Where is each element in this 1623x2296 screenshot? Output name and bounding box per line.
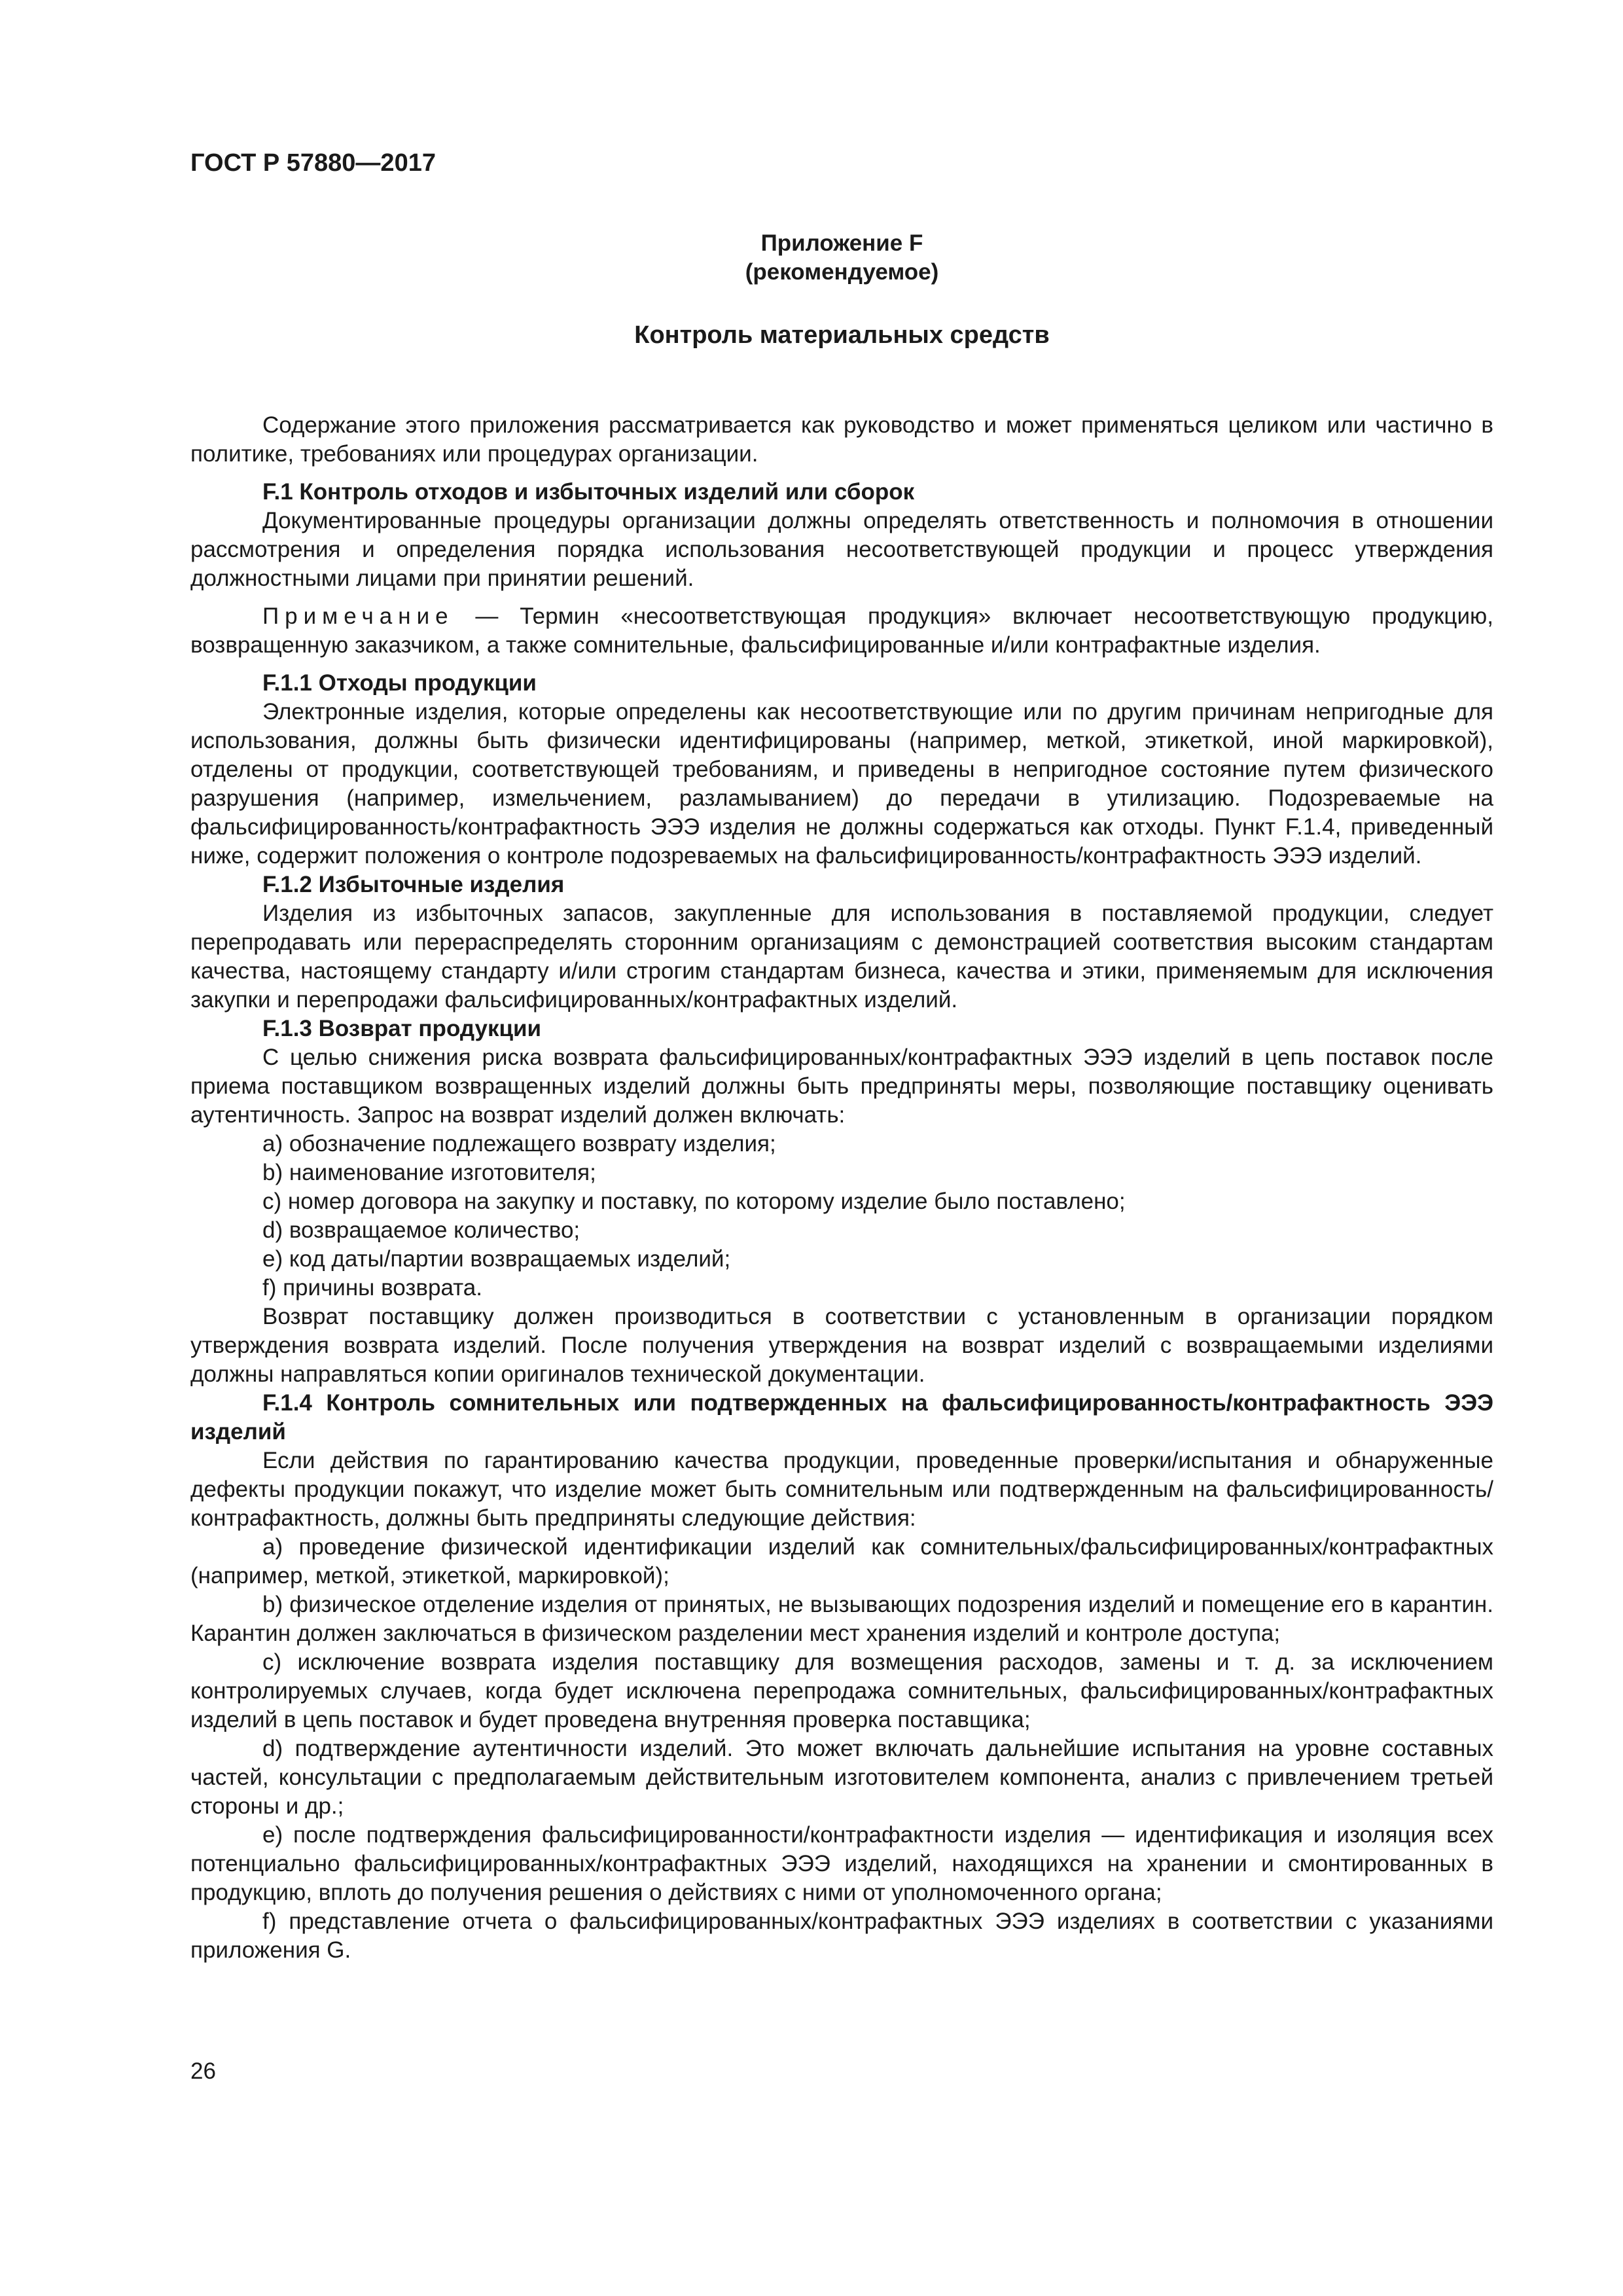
document-code: ГОСТ Р 57880—2017 [190, 149, 436, 177]
section-heading-f1-1: F.1.1 Отходы продукции [262, 670, 537, 696]
annex-heading: Контроль материальных средств [634, 321, 1050, 349]
section-heading-f1-2: F.1.2 Избыточные изделия [262, 872, 565, 897]
list-item: e) после подтверждения фальсифицированности/контрафактности изделия — идентификация и изоляция всех потенциально фальсифицированных/контрафактных ЭЭЭ изделий, находящихся на хранении и смонтированных в продукцию, вплоть до получения решения о действиях с ними от уполномоченного органа; [190, 1822, 1493, 1905]
annex-title: Приложение F [760, 230, 923, 256]
list-item: b) физическое отделение изделия от принятых, не вызывающих подозрения изделий и помещение его в карантин. Карантин должен заключаться в физическом разделении мест хранения изделий и контроле доступа; [190, 1592, 1493, 1646]
intro-paragraph: Содержание этого приложения рассматривается как руководство и может применяться целиком или частично в политике, требованиях или процедурах организации. [190, 412, 1493, 467]
list-item: c) номер договора на закупку и поставку, по которому изделие было поставлено; [262, 1189, 1126, 1214]
list-item: a) обозначение подлежащего возврату изделия; [262, 1131, 776, 1157]
document-body [190, 411, 1493, 1965]
section-f1-paragraph: Документированные процедуры организации должны определять ответственность и полномочия в отношении рассмотрения и определения порядка использования несоответствующей продукции и процесс утверждения должностными лицами при принятии решений. [190, 508, 1493, 591]
list-item: d) возвращаемое количество; [262, 1217, 580, 1243]
list-item: d) подтверждение аутентичности изделий. Это может включать дальнейшие испытания на уровне составных частей, консультации с предполагаемым действительным изготовителем компонента, анализ с привлечением третьей стороны и др.; [190, 1736, 1493, 1819]
page-number: 26 [190, 2058, 216, 2084]
note-label: Примечание [262, 603, 454, 629]
list-item: c) исключение возврата изделия поставщику для возмещения расходов, замены и т. д. за исключением контролируемых случаев, когда будет исключена перепродажа сомнительных, фальсифицированных/контрафактных изделий в цепь поставок и будет проведена внутренняя проверка поставщика; [190, 1649, 1493, 1732]
section-heading-f1-3: F.1.3 Возврат продукции [262, 1016, 542, 1041]
section-heading-f1: F.1 Контроль отходов и избыточных изделий или сборок [262, 479, 915, 505]
list-item: f) причины возврата. [262, 1275, 482, 1300]
section-f1-3-paragraph: С целью снижения риска возврата фальсифицированных/контрафактных ЭЭЭ изделий в цепь поставок после приема поставщиком возвращенных изделий должны быть предприняты меры, позволяющие поставщику оценивать аутентичность. Запрос на возврат изделий должен включать: [190, 1045, 1493, 1128]
note-paragraph [190, 602, 1493, 660]
list-item: b) наименование изготовителя; [262, 1160, 596, 1185]
annex-status: (рекомендуемое) [745, 259, 939, 285]
list-item: f) представление отчета о фальсифицированных/контрафактных ЭЭЭ изделиях в соответствии с указаниями приложения G. [190, 1909, 1493, 1963]
section-heading-f1-4: F.1.4 Контроль сомнительных или подтвержденных на фальсифицированность/контрафактность ЭЭЭ изделий [190, 1390, 1493, 1444]
section-f1-4-paragraph: Если действия по гарантированию качества продукции, проведенные проверки/испытания и обнаруженные дефекты продукции покажут, что изделие может быть сомнительным или подтвержденным на фальсифицированность/контрафактность, должны быть предприняты следующие действия: [190, 1448, 1493, 1531]
section-f1-2-paragraph: Изделия из избыточных запасов, закупленные для использования в поставляемой продукции, следует перепродавать или перераспределять сторонним организациям с демонстрацией соответствия высоким стандартам качества, настоящему стандарту и/или строгим стандартам бизнеса, качества и этики, применяемым для исключения закупки и перепродажи фальсифицированных/контрафактных изделий. [190, 901, 1493, 1013]
list-item: a) проведение физической идентификации изделий как сомнительных/фальсифицированных/контрафактных (например, меткой, этикеткой, маркировкой); [190, 1534, 1493, 1588]
note-text: — Термин «несоответствующая продукция» включает несоответствующую продукцию, возвращенную заказчиком, а также сомнительные, фальсифицированные и/или контрафактные изделия. [190, 603, 1493, 658]
section-f1-1-paragraph: Электронные изделия, которые определены как несоответствующие или по другим причинам непригодные для использования, должны быть физически идентифицированы (например, меткой, этикеткой, иной маркировкой), отделены от продукции, соответствующей требованиям, и приведены в непригодное состояние путем физического разрушения (например, измельчением, разламыванием) до передачи в утилизацию. Подозреваемые на фальсифицированность/контрафактность ЭЭЭ изделия не должны содержаться как отходы. Пункт F.1.4, приведенный ниже, содержит положения о контроле подозреваемых на фальсифицированность/контрафактность ЭЭЭ изделий. [190, 699, 1493, 869]
list-item: e) код даты/партии возвращаемых изделий; [262, 1246, 731, 1272]
section-f1-3-paragraph-2: Возврат поставщику должен производиться в соответствии с установленным в организации порядком утверждения возврата изделий. После получения утверждения на возврат изделий с возвращаемыми изделиями должны направляться копии оригиналов технической документации. [190, 1304, 1493, 1387]
